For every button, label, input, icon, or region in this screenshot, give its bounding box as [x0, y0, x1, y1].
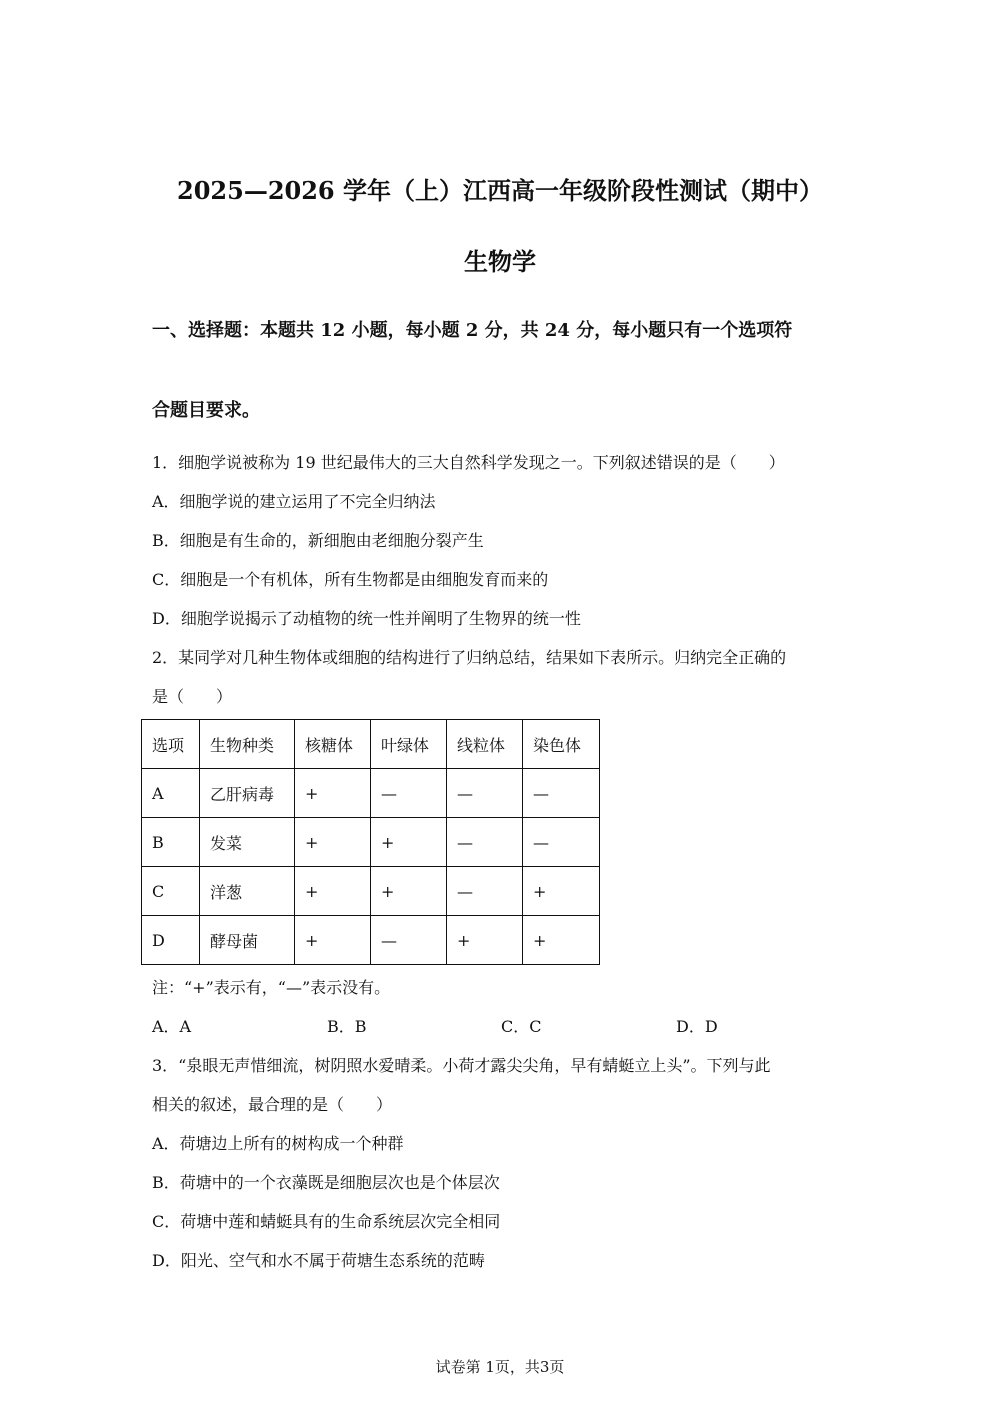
question-3-option-b: B．荷塘中的一个衣藻既是细胞层次也是个体层次 [152, 1173, 500, 1192]
table-cell: + [295, 769, 371, 818]
table-header-cell: 叶绿体 [371, 720, 447, 769]
table-cell: B [142, 818, 200, 867]
question-1-option-c: C．细胞是一个有机体，所有生物都是由细胞发育而来的 [152, 570, 549, 589]
table-row [142, 769, 600, 818]
table-header-cell: 线粒体 [447, 720, 523, 769]
table-cell: + [295, 867, 371, 916]
table-cell: — [371, 769, 447, 818]
question-1-option-d: D．细胞学说揭示了动植物的统一性并阐明了生物界的统一性 [152, 609, 581, 628]
exam-title: 2025—2026 学年（上）江西高一年级阶段性测试（期中） [177, 176, 823, 205]
question-2-stem-line2: 是（ ） [152, 687, 233, 706]
question-2-option-b: B．B [327, 1017, 367, 1036]
table-row [142, 818, 600, 867]
table-cell: 发菜 [200, 818, 295, 867]
question-2-option-c: C．C [501, 1017, 542, 1036]
question-2-option-d: D．D [676, 1017, 718, 1036]
table-cell: + [295, 818, 371, 867]
question-2-stem-line1: 2．某同学对几种生物体或细胞的结构进行了归纳总结，结果如下表所示。归纳完全正确的 [152, 648, 787, 667]
question-3-stem-line1: 3．“泉眼无声惜细流，树阴照水爱晴柔。小荷才露尖尖角，早有蜻蜓立上头”。下列与此 [152, 1056, 771, 1075]
page-footer: 试卷第 1页，共3页 [435, 1358, 565, 1376]
table-row [142, 916, 600, 965]
table-cell: A [142, 769, 200, 818]
table-header-cell: 生物种类 [200, 720, 295, 769]
structure-table [141, 719, 600, 965]
subject-title: 生物学 [464, 247, 536, 276]
table-cell: — [447, 818, 523, 867]
question-1-option-a: A．细胞学说的建立运用了不完全归纳法 [152, 492, 436, 511]
question-2-option-a: A．A [152, 1017, 192, 1036]
table-cell: + [447, 916, 523, 965]
question-3-stem-line2: 相关的叙述，最合理的是（ ） [152, 1095, 393, 1114]
table-note: 注：“+”表示有，“—”表示没有。 [152, 978, 391, 997]
table-cell: — [447, 769, 523, 818]
table-header-cell: 核糖体 [295, 720, 371, 769]
question-3-option-a: A．荷塘边上所有的树构成一个种群 [152, 1134, 404, 1153]
question-3-option-c: C．荷塘中莲和蜻蜓具有的生命系统层次完全相同 [152, 1212, 501, 1231]
table-header-cell: 染色体 [523, 720, 600, 769]
table-cell: 乙肝病毒 [200, 769, 295, 818]
table-cell: + [371, 867, 447, 916]
question-3-option-d: D．阳光、空气和水不属于荷塘生态系统的范畴 [152, 1251, 485, 1270]
table-row [142, 867, 600, 916]
table-cell: D [142, 916, 200, 965]
table-cell: — [523, 769, 600, 818]
table-cell: — [523, 818, 600, 867]
table-cell: + [295, 916, 371, 965]
section-heading-line1: 一、选择题：本题共 12 小题，每小题 2 分，共 24 分，每小题只有一个选项符 [152, 320, 793, 341]
table-cell: + [523, 916, 600, 965]
table-header-row [142, 720, 600, 769]
table-cell: 酵母菌 [200, 916, 295, 965]
table-cell: + [523, 867, 600, 916]
table-cell: — [447, 867, 523, 916]
table-cell: + [371, 818, 447, 867]
table-cell: 洋葱 [200, 867, 295, 916]
table-cell: — [371, 916, 447, 965]
question-1-stem: 1．细胞学说被称为 19 世纪最伟大的三大自然科学发现之一。下列叙述错误的是（ ） [152, 453, 785, 472]
question-1-option-b: B．细胞是有生命的，新细胞由老细胞分裂产生 [152, 531, 484, 550]
section-heading-line2: 合题目要求。 [152, 400, 260, 421]
table-cell: C [142, 867, 200, 916]
table-header-cell: 选项 [142, 720, 200, 769]
